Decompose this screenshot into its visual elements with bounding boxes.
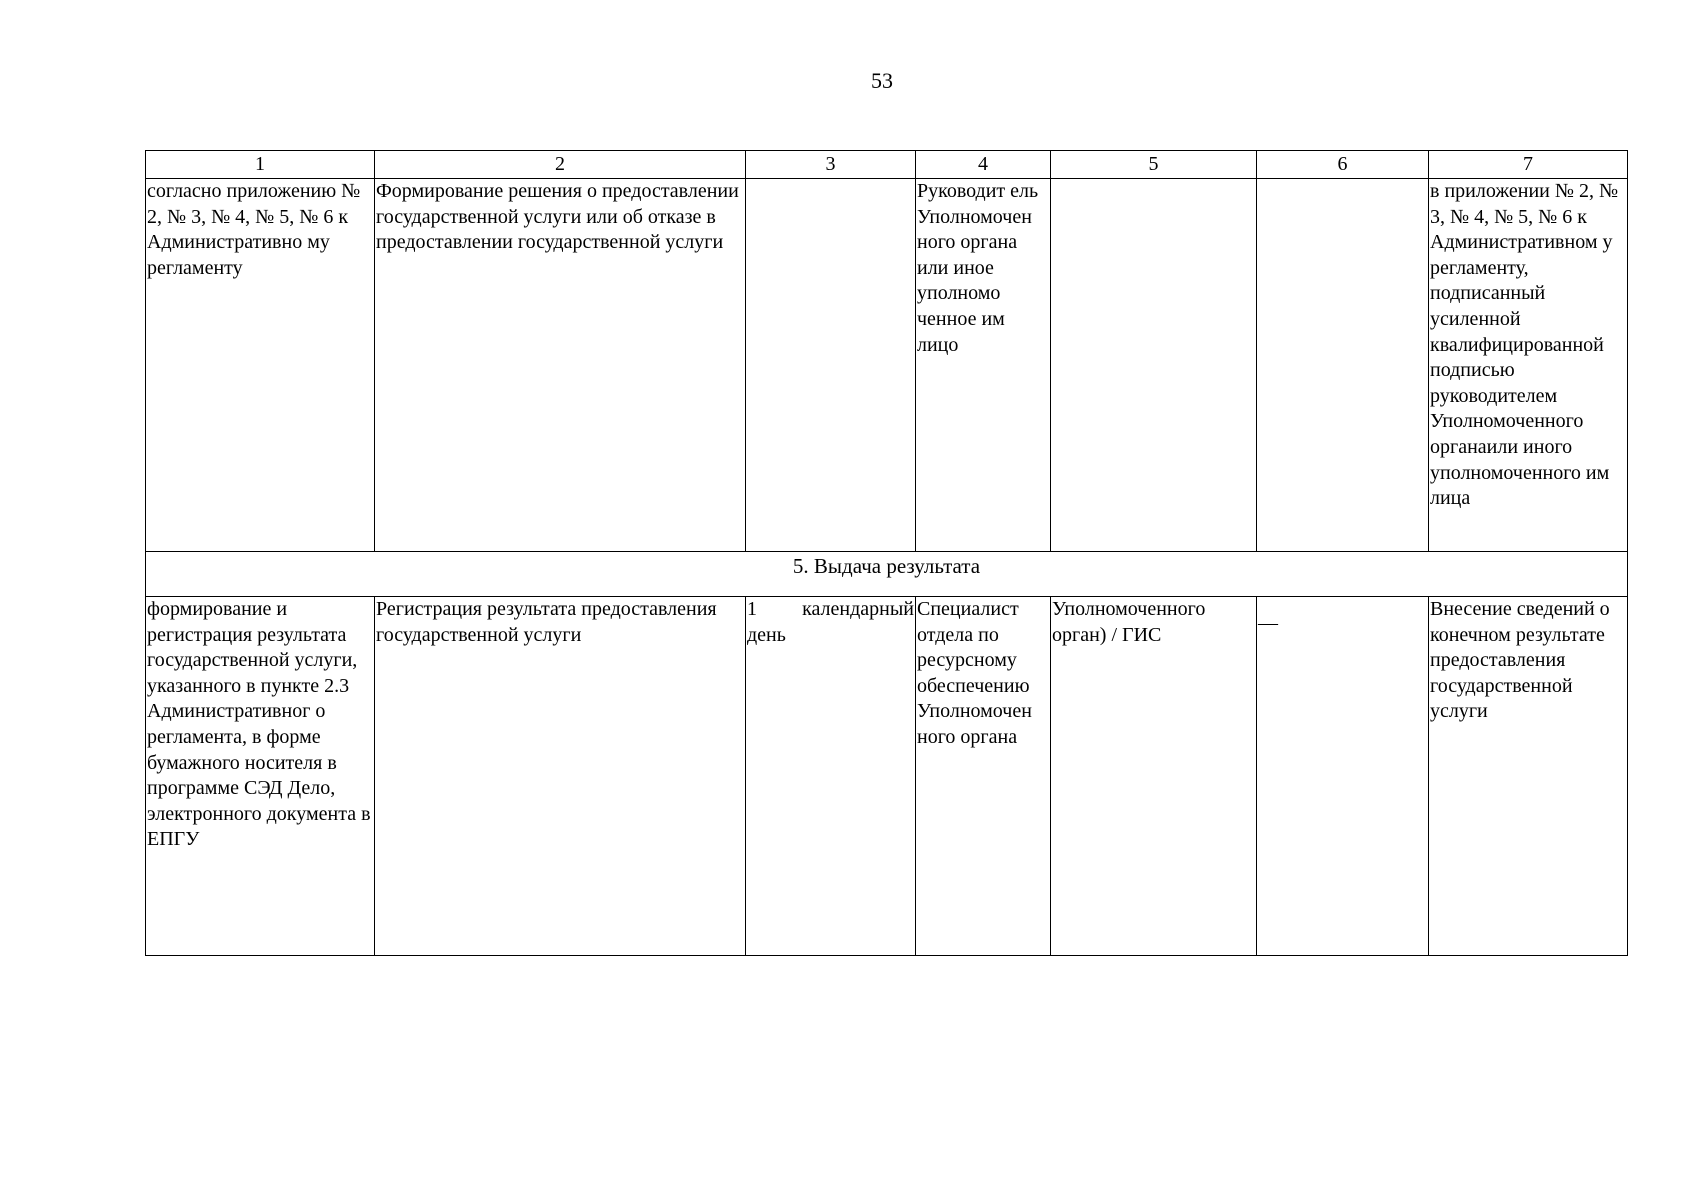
- row2-term-cell: [746, 597, 916, 956]
- column-header-6: 6: [1257, 151, 1429, 179]
- section-title: 5. Выдача результата: [146, 552, 1628, 597]
- column-header-3: 3: [746, 151, 916, 179]
- row2-place-cell: Уполномоченного орган) / ГИС: [1051, 597, 1257, 956]
- column-header-7: 7: [1429, 151, 1628, 179]
- procedure-table: [145, 150, 1628, 956]
- row2-result-cell: Внесение сведений о конечном результате предоставления государственной услуги: [1429, 597, 1628, 956]
- column-header-4: 4: [916, 151, 1051, 179]
- table-row: [146, 179, 1628, 552]
- row1-responsible-cell: Руководит ель Уполномочен ного органа или иное уполномо ченное им лицо: [916, 179, 1051, 552]
- row1-term-cell: [746, 179, 916, 552]
- table-row: [146, 597, 1628, 956]
- column-header-5: 5: [1051, 151, 1257, 179]
- row1-procedure-cell: Формирование решения о предоставлении государственной услуги или об отказе в предоставлении государственной услуги: [375, 179, 746, 552]
- row2-term-line-1: 1 календарный: [747, 598, 914, 620]
- row1-result-cell: в приложении № 2, № 3, № 4, № 5, № 6 к Административном у регламенту, подписанный усиленной квалифицированной подписью руководителем Уполномоченного органаили иного уполномоченного им лица: [1429, 179, 1628, 552]
- column-header-2: 2: [375, 151, 746, 179]
- column-header-1: 1: [146, 151, 375, 179]
- row1-criteria-cell: [1257, 179, 1429, 552]
- row1-place-cell: [1051, 179, 1257, 552]
- table-header-row: [146, 151, 1628, 179]
- row2-procedure-cell: Регистрация результата предоставления государственной услуги: [375, 597, 746, 956]
- page-number: 53: [871, 68, 893, 93]
- row2-basis-cell: формирование и регистрация результата государственной услуги, указанного в пункте 2.3 Административног о регламента, в форме бумажного носителя в программе СЭД Дело, электронного документа в ЕПГУ: [146, 597, 375, 956]
- row2-criteria-cell: —: [1257, 597, 1429, 956]
- row2-responsible-cell: Специалист отдела по ресурсному обеспечению Уполномочен ного органа: [916, 597, 1051, 956]
- section-heading-row: [146, 552, 1628, 597]
- row1-basis-cell: согласно приложению № 2, № 3, № 4, № 5, № 6 к Административно му регламенту: [146, 179, 375, 552]
- row2-term-line-2: день: [747, 623, 786, 646]
